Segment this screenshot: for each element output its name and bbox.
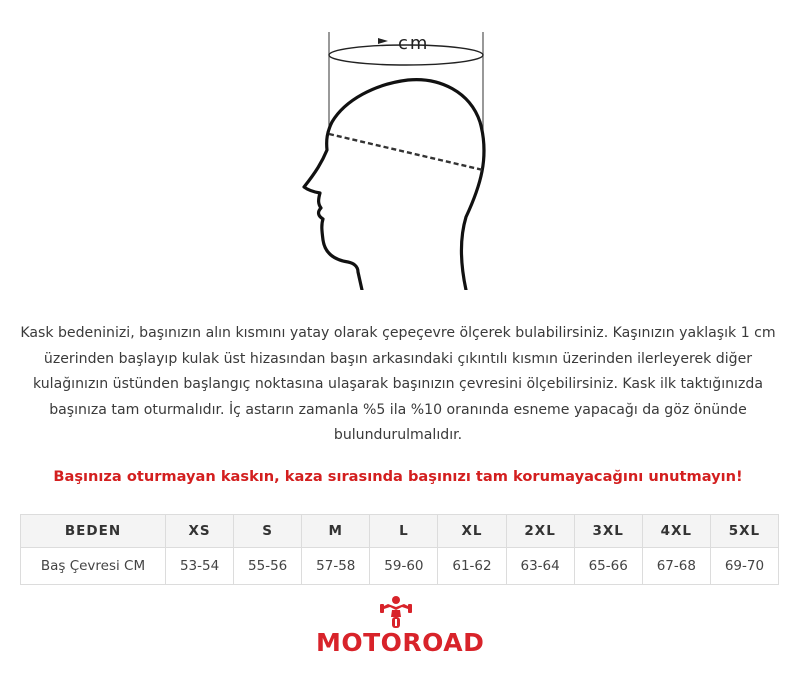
header-2xl: 2XL bbox=[506, 515, 574, 548]
header-3xl: 3XL bbox=[574, 515, 642, 548]
value-l: 59-60 bbox=[370, 548, 438, 585]
value-m: 57-58 bbox=[302, 548, 370, 585]
value-5xl: 69-70 bbox=[710, 548, 778, 585]
head-profile-icon bbox=[290, 22, 500, 290]
header-s: S bbox=[234, 515, 302, 548]
value-2xl: 63-64 bbox=[506, 548, 574, 585]
value-xs: 53-54 bbox=[166, 548, 234, 585]
size-table bbox=[20, 514, 779, 585]
row-label-head-circumference: Baş Çevresi CM bbox=[21, 548, 166, 585]
size-table-header-row bbox=[21, 515, 779, 548]
header-xl: XL bbox=[438, 515, 506, 548]
measure-unit-label: cm bbox=[398, 33, 430, 54]
motorcycle-rider-icon bbox=[316, 595, 476, 629]
header-4xl: 4XL bbox=[642, 515, 710, 548]
value-s: 55-56 bbox=[234, 548, 302, 585]
header-xs: XS bbox=[166, 515, 234, 548]
head-measurement-illustration bbox=[290, 22, 500, 290]
header-m: M bbox=[302, 515, 370, 548]
header-beden: BEDEN bbox=[21, 515, 166, 548]
value-3xl: 65-66 bbox=[574, 548, 642, 585]
motoroad-logo bbox=[316, 595, 485, 663]
fit-warning: Başınıza oturmayan kaskın, kaza sırasında başınızı tam korumayacağını unutmayın! bbox=[53, 468, 743, 485]
value-4xl: 67-68 bbox=[642, 548, 710, 585]
size-guide-description: Kask bedeninizi, başınızın alın kısmını yatay olarak çepeçevre ölçerek bulabilirsiniz. Kaşınızın yaklaşık 1 cm üzerinden başlayıp kulak üst hizasından başın arkasındaki çıkıntılı kısmın üzerinden ilerleyerek diğer kulağınızın üstünden başlangıç noktasına ulaşarak başınızın çevresini ölçebilirsiniz. Kask ilk taktığınızda başınıza tam oturmalıdır. İç astarın zamanla %5 ila %10 oranında esneme yapacağı da göz önünde bulundurulmalıdır. bbox=[20, 325, 776, 444]
header-l: L bbox=[370, 515, 438, 548]
header-5xl: 5XL bbox=[710, 515, 778, 548]
table-row bbox=[21, 548, 779, 585]
logo-text: MOTOROAD bbox=[316, 628, 485, 657]
value-xl: 61-62 bbox=[438, 548, 506, 585]
